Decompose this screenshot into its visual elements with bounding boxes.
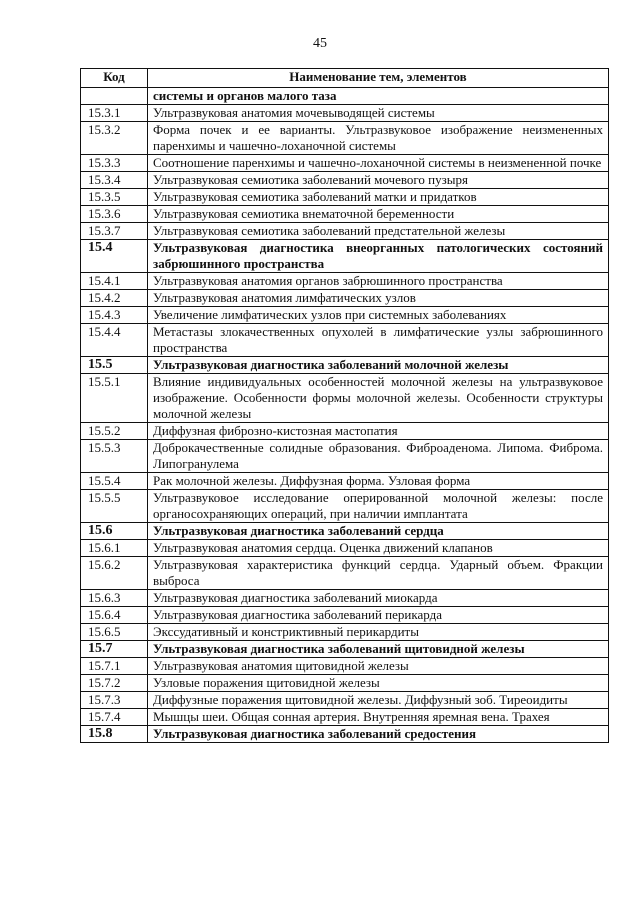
section-row: [81, 357, 609, 374]
row-name: Метастазы злокачественных опухолей в лимфатические узлы забрюшинного пространства: [148, 324, 609, 357]
table-header-row: [81, 69, 609, 88]
row-code: 15.5.5: [81, 490, 148, 523]
row-code: 15.7.3: [81, 692, 148, 709]
row-code: 15.7.1: [81, 658, 148, 675]
table-row: [81, 290, 609, 307]
table-body: [81, 88, 609, 743]
table-row: [81, 607, 609, 624]
section-row: [81, 240, 609, 273]
row-code: 15.5.1: [81, 374, 148, 423]
table-row: [81, 105, 609, 122]
row-name: Диффузные поражения щитовидной железы. Диффузный зоб. Тиреоидиты: [148, 692, 609, 709]
row-code: 15.6.3: [81, 590, 148, 607]
table-row: [81, 675, 609, 692]
row-name: Рак молочной железы. Диффузная форма. Узловая форма: [148, 473, 609, 490]
row-name: системы и органов малого таза: [148, 88, 609, 105]
row-code: 15.4: [81, 240, 148, 273]
row-code: [81, 88, 148, 105]
table-row: [81, 189, 609, 206]
table-row: [81, 440, 609, 473]
table-row: [81, 658, 609, 675]
header-code: Код: [81, 69, 148, 88]
table-row: [81, 540, 609, 557]
table-row: [81, 155, 609, 172]
row-code: 15.4.4: [81, 324, 148, 357]
row-name: Ультразвуковая анатомия лимфатических узлов: [148, 290, 609, 307]
row-name: Ультразвуковая диагностика внеорганных патологических состояний забрюшинного пространства: [148, 240, 609, 273]
row-name: Ультразвуковая анатомия сердца. Оценка движений клапанов: [148, 540, 609, 557]
row-code: 15.5: [81, 357, 148, 374]
row-code: 15.4.3: [81, 307, 148, 324]
table-row: [81, 423, 609, 440]
row-code: 15.7.4: [81, 709, 148, 726]
row-code: 15.7: [81, 641, 148, 658]
row-name: Диффузная фиброзно-кистозная мастопатия: [148, 423, 609, 440]
row-name: Экссудативный и констриктивный перикардиты: [148, 624, 609, 641]
row-code: 15.7.2: [81, 675, 148, 692]
table-row: [81, 223, 609, 240]
section-row: [81, 88, 609, 105]
row-name: Ультразвуковая семиотика заболеваний предстательной железы: [148, 223, 609, 240]
row-code: 15.6.4: [81, 607, 148, 624]
row-name: Ультразвуковая диагностика заболеваний щитовидной железы: [148, 641, 609, 658]
curriculum-table: [80, 68, 609, 743]
table-row: [81, 557, 609, 590]
row-code: 15.3.5: [81, 189, 148, 206]
row-code: 15.3.4: [81, 172, 148, 189]
table-row: [81, 709, 609, 726]
row-name: Соотношение паренхимы и чашечно-лоханочной системы в неизмененной почке: [148, 155, 609, 172]
row-code: 15.6.2: [81, 557, 148, 590]
row-name: Ультразвуковая семиотика внематочной беременности: [148, 206, 609, 223]
row-name: Ультразвуковая анатомия мочевыводящей системы: [148, 105, 609, 122]
section-row: [81, 523, 609, 540]
row-name: Ультразвуковая семиотика заболеваний матки и придатков: [148, 189, 609, 206]
row-name: Ультразвуковая характеристика функций сердца. Ударный объем. Фракции выброса: [148, 557, 609, 590]
row-name: Ультразвуковая анатомия органов забрюшинного пространства: [148, 273, 609, 290]
table-row: [81, 374, 609, 423]
table-row: [81, 624, 609, 641]
section-row: [81, 726, 609, 743]
row-code: 15.5.4: [81, 473, 148, 490]
table-row: [81, 172, 609, 189]
row-name: Увеличение лимфатических узлов при системных заболеваниях: [148, 307, 609, 324]
table-row: [81, 324, 609, 357]
table-row: [81, 590, 609, 607]
row-name: Ультразвуковая диагностика заболеваний перикарда: [148, 607, 609, 624]
row-name: Доброкачественные солидные образования. Фиброаденома. Липома. Фиброма. Липогранулема: [148, 440, 609, 473]
header-name: Наименование тем, элементов: [148, 69, 609, 88]
table-row: [81, 273, 609, 290]
row-name: Ультразвуковая диагностика заболеваний миокарда: [148, 590, 609, 607]
row-code: 15.5.2: [81, 423, 148, 440]
row-code: 15.6.5: [81, 624, 148, 641]
row-name: Ультразвуковая диагностика заболеваний сердца: [148, 523, 609, 540]
row-code: 15.3.3: [81, 155, 148, 172]
table-row: [81, 692, 609, 709]
table-row: [81, 307, 609, 324]
row-name: Ультразвуковая диагностика заболеваний молочной железы: [148, 357, 609, 374]
row-name: Ультразвуковая анатомия щитовидной железы: [148, 658, 609, 675]
row-code: 15.4.1: [81, 273, 148, 290]
row-code: 15.5.3: [81, 440, 148, 473]
row-code: 15.3.6: [81, 206, 148, 223]
table-row: [81, 122, 609, 155]
row-code: 15.6: [81, 523, 148, 540]
row-name: Влияние индивидуальных особенностей молочной железы на ультразвуковое изображение. Особенности формы молочной железы. Особенности структуры молочной железы: [148, 374, 609, 423]
table-row: [81, 206, 609, 223]
table-row: [81, 490, 609, 523]
table-row: [81, 473, 609, 490]
row-name: Форма почек и ее варианты. Ультразвуковое изображение неизмененных паренхимы и чашечно-лоханочной системы: [148, 122, 609, 155]
section-row: [81, 641, 609, 658]
row-code: 15.6.1: [81, 540, 148, 557]
row-name: Узловые поражения щитовидной железы: [148, 675, 609, 692]
row-code: 15.3.7: [81, 223, 148, 240]
row-name: Мышцы шеи. Общая сонная артерия. Внутренняя яремная вена. Трахея: [148, 709, 609, 726]
row-code: 15.3.2: [81, 122, 148, 155]
row-name: Ультразвуковое исследование оперированной молочной железы: после органосохраняющих операций, при наличии имплантата: [148, 490, 609, 523]
page-number: 45: [313, 36, 327, 51]
row-name: Ультразвуковая диагностика заболеваний средостения: [148, 726, 609, 743]
row-code: 15.4.2: [81, 290, 148, 307]
row-code: 15.8: [81, 726, 148, 743]
row-code: 15.3.1: [81, 105, 148, 122]
row-name: Ультразвуковая семиотика заболеваний мочевого пузыря: [148, 172, 609, 189]
